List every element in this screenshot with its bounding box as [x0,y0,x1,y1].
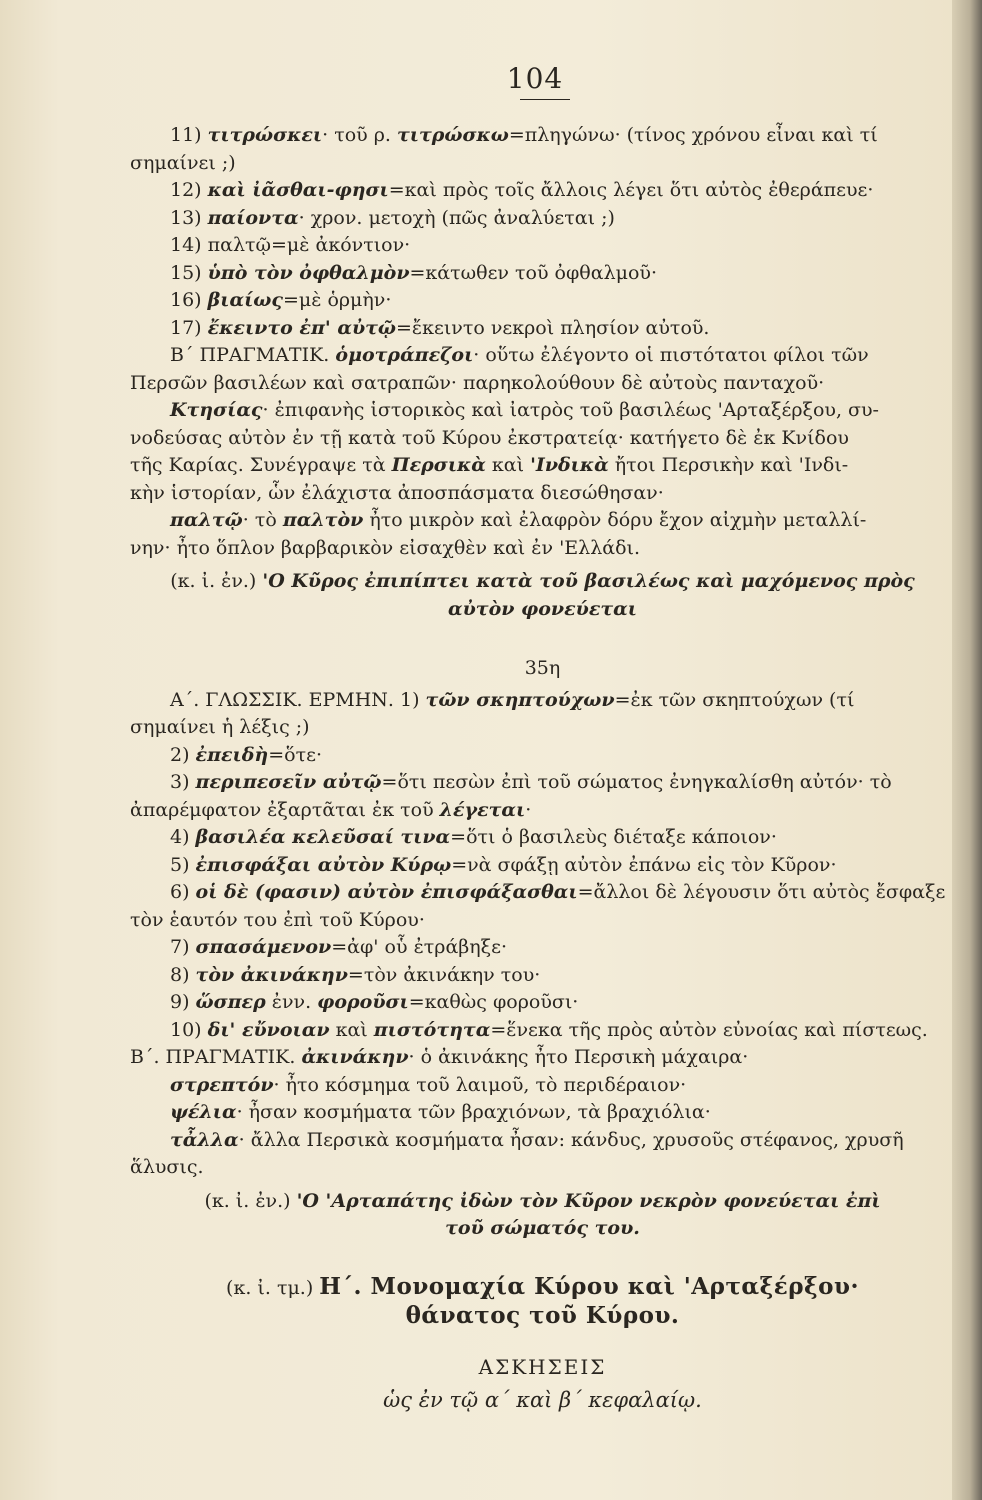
heading-title-cont: θάνατος τοῦ Κύρου. [405,1302,680,1329]
exercises-note: ὡς ἐν τῷ α΄ καὶ β΄ κεφαλαίῳ. [383,1388,702,1412]
text-segment: τῆς Καρίας. Συνέγραψε τὰ [130,454,392,476]
text-segment: =ὅτι ὁ βασιλεὺς διέταξε κάποιον· [450,826,777,848]
section-a-summary [130,568,955,596]
chapter-heading [130,1273,955,1303]
term: τἆλλα [170,1128,239,1151]
text-line [130,452,955,480]
text-segment: ἀπαρέμφατον ἐξαρτᾶται ἐκ τοῦ [130,798,440,821]
text-segment: κὴν ἱστορίαν, ὧν ἐλάχιστα ἀποσπάσματα διεσώθησαν· [130,481,664,504]
text-line [130,1099,955,1127]
term: φοροῦσι [317,991,409,1013]
term: Περσικὰ [391,454,486,476]
text-line [130,1072,955,1100]
text-segment: 10) [170,1018,208,1041]
text-segment: =καθὼς φοροῦσι· [408,991,579,1013]
page-number: 104 [506,62,564,95]
text-segment: =ἀφ' οὗ ἐτράβηξε· [331,936,507,958]
text-line [130,1044,955,1072]
section-b-notes [130,687,955,1182]
term: λέγεται [439,798,526,821]
text-line [130,315,955,343]
summary-label: (κ. ἰ. ἐν.) [204,1189,297,1212]
section-b-summary-cont [130,1215,955,1243]
term: παλτῷ [170,509,243,531]
text-line [130,907,955,935]
text-line [130,962,955,990]
term: ὁμοτράπεζοι [335,344,474,366]
text-segment: =ὅτι πεσὼν ἐπὶ τοῦ σώματος ἐνηγκαλίσθη αὐτόν· τὸ [381,771,892,793]
text-segment: =ὅτε· [268,743,323,766]
term: τὸν ἀκινάκην [195,963,348,986]
term: δι' εὔνοιαν [207,1018,330,1041]
term: ἔκειντο ἐπ' αὐτῷ [207,316,396,339]
summary-text: 'Ο Κῦρος ἐπιπίπτει κατὰ τοῦ βασιλέως καὶ μαχόμενος πρὸς [262,570,915,592]
text-segment: 15) [170,261,208,284]
text-segment: · χρον. μετοχὴ (πῶς ἀναλύεται ;) [298,206,615,229]
term: παλτὸν [282,509,364,531]
text-line [130,687,955,715]
text-segment: =τὸν ἀκινάκην του· [347,963,541,986]
heading-title: Η΄. Μονομαχία Κύρου καὶ 'Αρταξέρξου· [319,1272,859,1300]
text-segment: 14) παλτῷ=μὲ ἀκόντιον· [170,234,411,256]
term: βασιλέα κελεῦσαί τινα [195,826,451,848]
text-segment: =νὰ σφάξῃ αὐτὸν ἐπάνω εἰς τὸν Κῦρον· [451,853,837,876]
term: πιστότητα [373,1018,491,1041]
text-line [130,480,955,508]
text-segment: =κάτωθεν τοῦ ὀφθαλμοῦ· [409,261,657,284]
term: περιπεσεῖν αὐτῷ [195,771,382,793]
chapter-heading-cont [130,1302,955,1332]
text-line [130,1017,955,1045]
text-segment: ἐνν. [265,991,318,1013]
text-segment: νην· ἦτο ὅπλον βαρβαρικὸν εἰσαχθὲν καὶ ἐν 'Ελλάδι. [130,536,641,559]
text-line [130,177,955,205]
text-line [130,205,955,233]
text-segment: 7) [170,936,196,958]
text-segment: Β΄ ΠΡΑΓΜΑΤΙΚ. [170,344,336,366]
term: ἀκινάκην [301,1046,409,1068]
text-segment: · [525,798,532,821]
text-line [130,260,955,288]
section-b-summary [130,1188,955,1216]
term: ψέλια [170,1101,237,1123]
term: ὥσπερ [195,991,266,1013]
text-segment: 12) [170,179,208,201]
text-segment: Β΄. ΠΡΑΓΜΑΤΙΚ. [130,1046,302,1068]
term: τιτρώσκω [397,124,509,146]
text-line [130,232,955,260]
text-segment: =ἔκειντο νεκροὶ πλησίον αὐτοῦ. [396,316,710,339]
text-line [130,535,955,563]
text-line [130,342,955,370]
page-body [130,122,955,1415]
text-line [130,1127,955,1155]
text-segment: ἅλυσις. [130,1156,204,1178]
text-line [130,852,955,880]
text-segment: 2) [170,743,196,766]
term: ἐπειδὴ [195,743,269,766]
text-segment: νοδεύσας αὐτὸν ἐν τῇ κατὰ τοῦ Κύρου ἐκστρατείᾳ· κατήγετο δὲ ἐκ Κνίδου [130,426,849,449]
text-line [130,287,955,315]
term: καὶ ἰᾶσθαι-φησι [207,179,389,201]
text-line [130,714,955,742]
text-segment: σημαίνει ;) [130,151,236,174]
summary-text: 'Ο 'Αρταπάτης ἰδὼν τὸν Κῦρον νεκρὸν φονεύεται ἐπὶ [296,1189,881,1212]
text-segment: =ἄλλοι δὲ λέγουσιν ὅτι αὐτὸς ἔσφαξε [577,881,946,903]
text-line [130,1154,955,1182]
text-segment: σημαίνει ἡ λέξις ;) [130,716,310,738]
text-segment: · ἦσαν κοσμήματα τῶν βραχιόνων, τὰ βραχιόλια· [236,1101,711,1123]
text-line [130,824,955,852]
text-line [130,122,955,150]
text-line [130,797,955,825]
term: ἐπισφάξαι αὐτὸν Κύρῳ [195,853,452,876]
text-segment: Περσῶν βασιλέων καὶ σατραπῶν· παρηκολούθουν δὲ αὐτοὺς πανταχοῦ· [130,371,825,394]
heading-label: (κ. ἰ. τμ.) [226,1276,320,1299]
text-segment: 13) [170,206,208,229]
text-line [130,507,955,535]
text-segment: · τὸ [242,509,283,531]
text-segment: =καὶ πρὸς τοῖς ἄλλοις λέγει ὅτι αὐτὸς ἐθεράπευε· [388,179,874,201]
text-segment: · ἄλλα Περσικὰ κοσμήματα ἦσαν: κάνδυς, χρυσοῦς στέφανος, χρυσῆ [238,1128,904,1151]
section-a-notes [130,122,955,562]
text-segment: 6) [170,881,196,903]
text-segment: ἤτοι Περσικὴν καὶ 'Ινδι- [608,454,849,476]
term: στρεπτόν [170,1073,274,1096]
page-edge [952,0,982,1500]
term: τῶν σκηπτούχων [425,688,615,711]
text-segment: 11) [170,124,208,146]
text-segment: καὶ [485,454,531,476]
text-line [130,934,955,962]
text-segment: · ἦτο κόσμημα τοῦ λαιμοῦ, τὸ περιδέραιον· [273,1073,687,1096]
term: οἱ δὲ (φασιν) αὐτὸν ἐπισφάξασθαι [195,881,578,903]
text-segment: Α΄. ΓΛΩΣΣΙΚ. ΕΡΜΗΝ. 1) [170,688,426,711]
summary-label: (κ. ἰ. ἐν.) [170,570,263,592]
text-segment: καὶ [329,1018,374,1041]
text-line [130,879,955,907]
text-segment: · ὁ ἀκινάκης ἦτο Περσικὴ μάχαιρα· [408,1046,749,1068]
exercises-title: ΑΣΚΗΣΕΙΣ [478,1354,607,1379]
text-segment: 8) [170,963,196,986]
text-segment: =πληγώνω· (τίνος χρόνου εἶναι καὶ τί [508,124,878,146]
page-number-rule [520,99,570,100]
text-segment: · τοῦ ρ. [322,124,397,146]
text-segment: 5) [170,853,196,876]
text-line [130,742,955,770]
text-segment: 4) [170,826,196,848]
term: ὑπὸ τὸν ὀφθαλμὸν [207,261,410,284]
text-line [130,150,955,178]
text-line [130,397,955,425]
text-line [130,370,955,398]
summary-text-cont: τοῦ σώματός του. [445,1217,640,1239]
text-line [130,769,955,797]
text-line [130,425,955,453]
text-segment: =ἕνεκα τῆς πρὸς αὐτὸν εὐνοίας καὶ πίστεως. [490,1018,928,1041]
term: 'Ινδικὰ [530,454,609,476]
text-segment: ἦτο μικρὸν καὶ ἐλαφρὸν δόρυ ἔχον αἰχμὴν μεταλλί- [363,509,867,531]
text-segment: =ἐκ τῶν σκηπτούχων (τί [614,688,855,711]
section-number: 35η [524,657,561,679]
summary-text-cont: αὐτὸν φονεύεται [448,597,637,620]
term: τιτρώσκει [207,124,323,146]
term: σπασάμενον [195,936,332,958]
term: παίοντα [207,206,299,229]
text-line [130,989,955,1017]
term: βιαίως [207,289,283,311]
text-segment: · ἐπιφανὴς ἱστορικὸς καὶ ἰατρὸς τοῦ βασιλέως 'Αρταξέρξου, συ- [262,399,879,421]
section-a-summary-cont [130,596,955,624]
text-segment: 9) [170,991,196,1013]
text-segment: 16) [170,289,208,311]
text-segment: 3) [170,771,196,793]
text-segment: 17) [170,316,208,339]
text-segment: · οὕτω ἐλέγοντο οἱ πιστότατοι φίλοι τῶν [473,344,869,366]
text-segment: =μὲ ὁρμὴν· [282,289,392,311]
text-segment: τὸν ἑαυτόν του ἐπὶ τοῦ Κύρου· [130,908,425,931]
term: Κτησίας [170,399,263,421]
